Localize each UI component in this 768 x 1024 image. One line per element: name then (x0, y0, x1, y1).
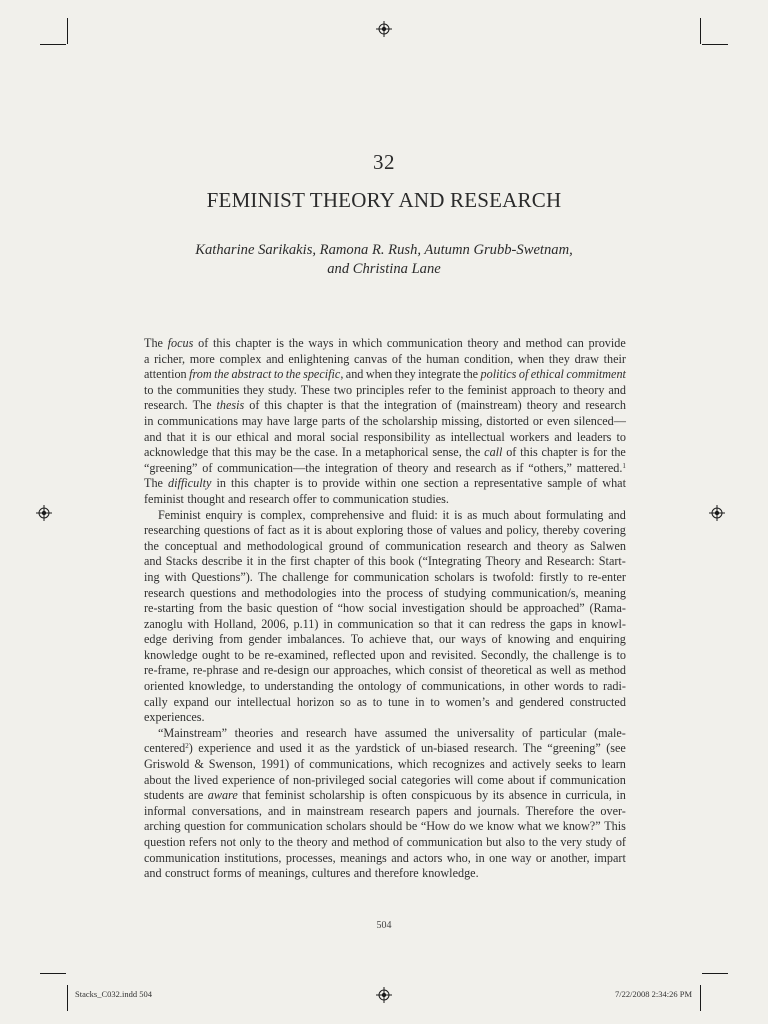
text-line: question refers not only to the theory and method of communication but also to the very study of (144, 835, 626, 849)
text-line: acknowledge that this may be the case. In a metaphorical sense, the call of this chapter is for the (144, 445, 626, 460)
text-line: oriented knowledge, to understanding the ontology of communications, in other words to radi- (144, 679, 626, 694)
text-line: The focus of this chapter is the ways in which communication theory and method can provide (144, 336, 626, 350)
text-line: re-frame, re-phrase and re-design our approaches, which consist of theoretical as well as method (144, 663, 626, 678)
body-text (144, 336, 626, 882)
text-line: knowledge ought to be re-examined, reflected upon and revisited. Secondly, the challenge is to (144, 647, 626, 662)
page-number: 504 (376, 920, 392, 931)
crop-mark (40, 973, 66, 974)
text-line: cally expand our intellectual horizon so as to tune in to women’s and gendered constructed (144, 694, 626, 709)
text-line: edge deriving from gender imbalances. To achieve that, our ways of knowing and enquiring (144, 632, 626, 647)
text-line: research questions and methodologies into the process of studying communication/s, meaning (144, 585, 626, 600)
authors-line: and Christina Lane (327, 261, 441, 277)
crop-mark (700, 18, 701, 44)
text-line: re-starting from the basic question of “how social investigation should be approached” (Rama- (144, 601, 626, 616)
text-line: The difficulty in this chapter is to provide within one section a representative sample of what (144, 476, 626, 491)
slug-timestamp: 7/22/2008 2:34:26 PM (615, 989, 692, 999)
paragraph (144, 508, 626, 726)
paragraph (144, 726, 626, 882)
paragraph (144, 336, 626, 508)
crop-mark (702, 44, 728, 45)
text-line: and Stacks describe it in the first chapter of this book (“Integrating Theory and Research: Start- (144, 554, 626, 569)
text-line: research. The thesis of this chapter is that the integration of (mainstream) theory and research (144, 398, 626, 413)
text-line: researching questions of fact as it is about exploring those of values and policy, thereby covering (144, 523, 626, 538)
registration-mark-icon (376, 987, 392, 1003)
registration-mark-icon (36, 505, 52, 521)
authors-line: Katharine Sarikakis, Ramona R. Rush, Autumn Grubb-Swetnam, (195, 242, 573, 258)
text-line: centered$^2$) experience and used it as the yardstick of un-biased research. The “greening” (see (144, 741, 626, 756)
text-line: communication institutions, processes, meanings and actors who, in one way or another, impart (144, 850, 626, 865)
text-line: experiences. (144, 710, 205, 725)
text-line: informal conversations, and in mainstream research papers and journals. Therefore the over- (144, 803, 626, 818)
crop-mark (67, 985, 68, 1011)
crop-mark (702, 973, 728, 974)
text-line: and that it is our ethical and moral social responsibility as intellectual workers and leaders to (144, 429, 626, 444)
text-line: feminist thought and research offer to communication studies. (144, 491, 449, 506)
text-line: ing with Questions”). The challenge for communication scholars is twofold: firstly to re-enter (144, 569, 626, 584)
crop-mark (700, 985, 701, 1011)
text-line: arching question for communication scholars should be “How do we know what we know?” This (144, 819, 626, 834)
text-line: Griswold & Swenson, 1991) of communications, which recognizes and actively seeks to learn (144, 757, 626, 772)
registration-mark-icon (376, 21, 392, 37)
text-line: in communications may have large parts of the scholarship missing, distorted or even silenced— (144, 413, 626, 428)
text-line: attention from the abstract to the specific, and when they integrate the politics of ethical commitment (144, 367, 626, 382)
crop-mark (67, 18, 68, 44)
text-line: a richer, more complex and enlightening canvas of the human condition, when they draw their (144, 351, 626, 366)
text-line: Feminist enquiry is complex, comprehensive and fluid: it is as much about formulating and (158, 507, 626, 522)
text-line: the conceptual and methodological ground of communication research and theory as Salwen (144, 538, 626, 553)
chapter-title: FEMINIST THEORY AND RESEARCH (206, 188, 562, 212)
chapter-number: 32 (373, 150, 395, 174)
text-line: “Mainstream” theories and research have assumed the universality of particular (male- (158, 725, 626, 740)
text-line: and construct forms of meanings, cultures and therefore knowledge. (144, 866, 479, 881)
text-line: to the communities they study. These two principles refer to the feminist approach to theory and (144, 382, 626, 397)
text-line: students are aware that feminist scholarship is often conspicuous by its absence in curricula, in (144, 788, 626, 803)
chapter-authors (0, 241, 768, 279)
text-line: “greening” of communication—the integration of theory and research as if “others,” mattered.$^1$ (144, 460, 626, 475)
text-line: zanoglu with Holland, 2006, p.11) in communication so that it can redress the gaps in knowl- (144, 616, 626, 631)
registration-mark-icon (709, 505, 725, 521)
crop-mark (40, 44, 66, 45)
text-line: about the lived experience of non-privileged social categories will come about if communication (144, 772, 626, 787)
slug-file-info: Stacks_C032.indd 504 (75, 989, 152, 999)
